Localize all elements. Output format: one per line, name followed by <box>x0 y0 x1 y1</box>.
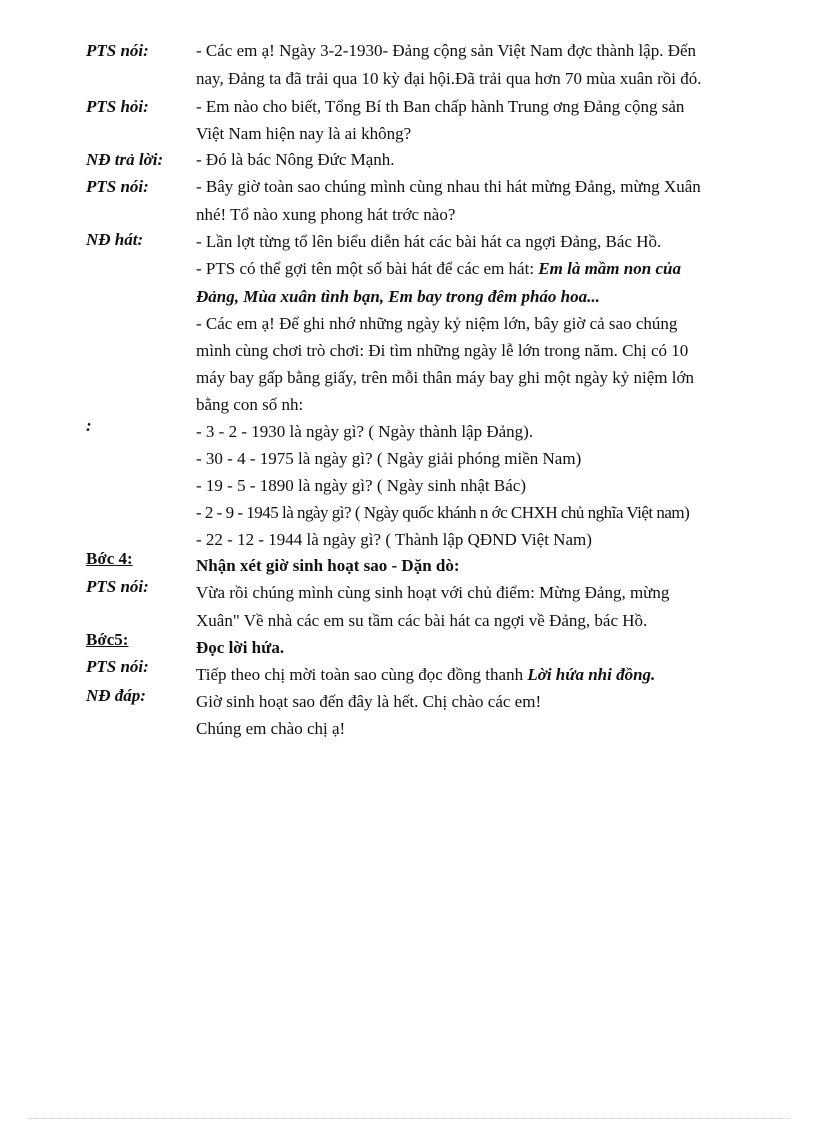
speaker-label: PTS nói: <box>86 41 149 60</box>
text-line: Vừa rồi chúng mình cùng sinh hoạt với chủ điểm: Mừng Đảng, mừng <box>196 583 670 602</box>
text-line: Việt Nam hiện nay là ai không? <box>196 124 412 143</box>
section-heading: Nhận xét giờ sinh hoạt sao - Dặn dò: <box>196 556 460 575</box>
speaker-label: PTS nói: <box>86 177 149 196</box>
speaker-label: PTS hỏi: <box>86 97 149 116</box>
text-line: - Em nào cho biết, Tổng Bí th Ban chấp hành Trung ơng Đảng cộng sản <box>196 97 685 116</box>
quiz-line: - 3 - 2 - 1930 là ngày gì? ( Ngày thành lập Đảng). <box>196 422 534 441</box>
text-line: - Các em ạ! Để ghi nhớ những ngày kỷ niệm lớn, bây giờ cả sao chúng <box>196 314 678 333</box>
text-line: máy bay gấp bằng giấy, trên mỗi thân máy bay ghi một ngày kỷ niệm lớn <box>196 368 694 387</box>
promise-title: Lời hứa nhi đồng. <box>527 665 656 684</box>
text-line: mình cùng chơi trò chơi: Đi tìm những ngày lễ lớn trong năm. Chị có 10 <box>196 341 689 360</box>
text-line: Xuân" Về nhà các em su tầm các bài hát ca ngợi về Đảng, bác Hồ. <box>196 611 648 630</box>
text-line: bằng con số nh: <box>196 395 304 414</box>
text-line: Chúng em chào chị ạ! <box>196 719 346 738</box>
quiz-line: - 22 - 12 - 1944 là ngày gì? ( Thành lập QĐND Việt Nam) <box>196 530 592 549</box>
song-titles: Đảng, Mùa xuân tình bạn, Em bay trong đêm pháo hoa... <box>196 287 600 306</box>
quiz-line: - 19 - 5 - 1890 là ngày gì? ( Ngày sinh nhật Bác) <box>196 476 526 495</box>
text-line <box>196 259 681 279</box>
text-line <box>196 665 655 685</box>
speaker-label: PTS nói: <box>86 657 149 676</box>
text-line: nhé! Tổ nào xung phong hát trớc nào? <box>196 205 456 224</box>
step-label: Bớc5: <box>86 630 129 649</box>
step-label: Bớc 4: <box>86 549 133 568</box>
quiz-line: - 30 - 4 - 1975 là ngày gì? ( Ngày giải phóng miền Nam) <box>196 449 582 468</box>
page-bottom-border <box>28 1118 790 1119</box>
text-line: Giờ sinh hoạt sao đến đây là hết. Chị chào các em! <box>196 692 542 711</box>
quiz-line: - 2 - 9 - 1945 là ngày gì? ( Ngày quốc khánh n ớc CHXH chủ nghĩa Việt nam) <box>196 503 690 522</box>
speaker-label: : <box>86 416 92 435</box>
section-heading: Đọc lời hứa. <box>196 638 285 657</box>
speaker-label: NĐ đáp: <box>86 686 146 705</box>
text-line: - Các em ạ! Ngày 3-2-1930- Đảng cộng sản Việt Nam đợc thành lập. Đến <box>196 41 697 60</box>
text-span: - PTS có thể gợi tên một số bài hát để các em hát: <box>196 259 539 278</box>
song-titles: Em là mầm non của <box>538 259 681 278</box>
speaker-label: NĐ hát: <box>86 230 144 249</box>
speaker-label: PTS nói: <box>86 577 149 596</box>
text-line: - Lần lợt từng tổ lên biểu diễn hát các bài hát ca ngợi Đảng, Bác Hồ. <box>196 232 662 251</box>
text-line: - Bây giờ toàn sao chúng mình cùng nhau thi hát mừng Đảng, mừng Xuân <box>196 177 701 196</box>
speaker-label: NĐ trả lời: <box>86 150 164 169</box>
text-line: - Đó là bác Nông Đức Mạnh. <box>196 150 395 169</box>
text-line: nay, Đảng ta đã trải qua 10 kỳ đại hội.Đã trải qua hơn 70 mùa xuân rồi đó. <box>196 69 702 88</box>
text-span: Tiếp theo chị mời toàn sao cùng đọc đồng thanh <box>196 665 528 684</box>
